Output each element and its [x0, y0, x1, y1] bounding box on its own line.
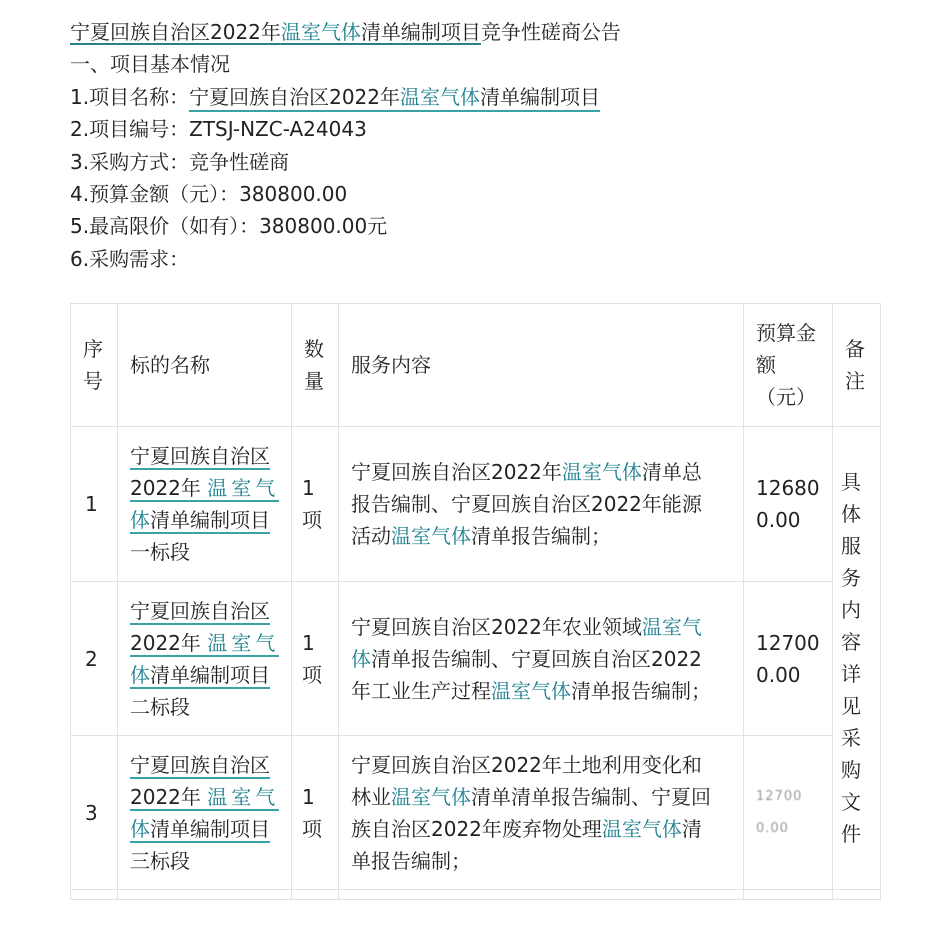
table-header-row	[71, 304, 881, 427]
content-keyword-link[interactable]: 温室气体	[391, 524, 471, 548]
header-seq: 序 号	[71, 304, 118, 427]
content-keyword-link[interactable]: 温室气	[641, 614, 702, 639]
title-keyword-link[interactable]: 温室气体	[280, 20, 361, 44]
budget-amount: 4.预算金额（元）：380800.00	[70, 181, 348, 206]
row-seq: 1	[71, 427, 118, 582]
section-heading: 一、项目基本情况	[70, 52, 230, 77]
header-qty: 数 量	[292, 304, 339, 427]
row-seq: 2	[71, 582, 118, 736]
project-name-line	[70, 81, 882, 113]
row-content: 宁夏回族自治区2022年农业领域温室气 体清单报告编制、宁夏回族自治区2022 年工业生产过程温室气体清单报告编制；	[339, 582, 744, 736]
content-keyword-link[interactable]: 体	[351, 646, 371, 671]
row-budget: 12680 0.00	[744, 427, 833, 582]
row-content: 宁夏回族自治区2022年温室气体清单总 报告编制、宁夏回族自治区2022年能源 活动温室气体清单报告编制；	[339, 427, 744, 582]
max-price: 5.最高限价（如有）：380800.00元	[70, 214, 388, 239]
row-budget: 12700 0.00	[744, 582, 833, 736]
row-name-link[interactable]: 宁夏回族自治区 2022年 温室气 体清单编制项目 三标段	[118, 736, 292, 890]
content-keyword-link[interactable]: 温室气体	[491, 678, 571, 703]
header-budget: 预算金 额 （元）	[744, 304, 833, 427]
header-content: 服务内容	[339, 304, 744, 427]
row-seq: 3	[71, 736, 118, 890]
title-suffix: 竞争性磋商公告	[480, 20, 621, 44]
row-qty: 1 项	[292, 582, 339, 736]
announcement-body	[70, 16, 882, 275]
content-keyword-link[interactable]: 温室气体	[391, 784, 471, 809]
note-cell: 具 体 服 务 内 容 详 见 采 购 文 件	[833, 427, 881, 890]
table-row	[71, 427, 881, 582]
content-keyword-link[interactable]: 温室气体	[601, 816, 682, 841]
row-qty: 1 项	[292, 427, 339, 582]
table-row	[71, 736, 881, 890]
project-name-label: 1.项目名称：	[70, 84, 190, 109]
procurement-method: 3.采购方式：竞争性磋商	[70, 149, 290, 174]
table-row	[71, 582, 881, 736]
demand-table	[70, 303, 881, 900]
table-row-partial	[71, 890, 881, 900]
row-name-link[interactable]: 宁夏回族自治区 2022年 温室气 体清单编制项目 二标段	[118, 582, 292, 736]
row-content: 宁夏回族自治区2022年土地利用变化和 林业温室气体清单清单报告编制、宁夏回 族自治区2022年废弃物处理温室气体清 单报告编制；	[339, 736, 744, 890]
project-name-link[interactable]: 宁夏回族自治区2022年温室气体清单编制项目	[189, 85, 600, 112]
content-keyword-link[interactable]: 温室气体	[561, 460, 642, 484]
row-name-link[interactable]: 宁夏回族自治区 2022年 温室气 体清单编制项目 一标段	[118, 427, 292, 582]
title-part[interactable]: 宁夏回族自治区2022年	[70, 20, 281, 44]
header-note: 备 注	[833, 304, 881, 427]
header-name: 标的名称	[118, 304, 292, 427]
procurement-demand: 6.采购需求：	[70, 246, 190, 271]
row-budget: 12700 0.00	[744, 736, 833, 890]
project-code: 2.项目编号：ZTSJ-NZC-A24043	[70, 117, 367, 142]
row-qty: 1 项	[292, 736, 339, 890]
title-part[interactable]: 清单编制项目	[360, 20, 481, 44]
page-title[interactable]	[70, 16, 882, 48]
